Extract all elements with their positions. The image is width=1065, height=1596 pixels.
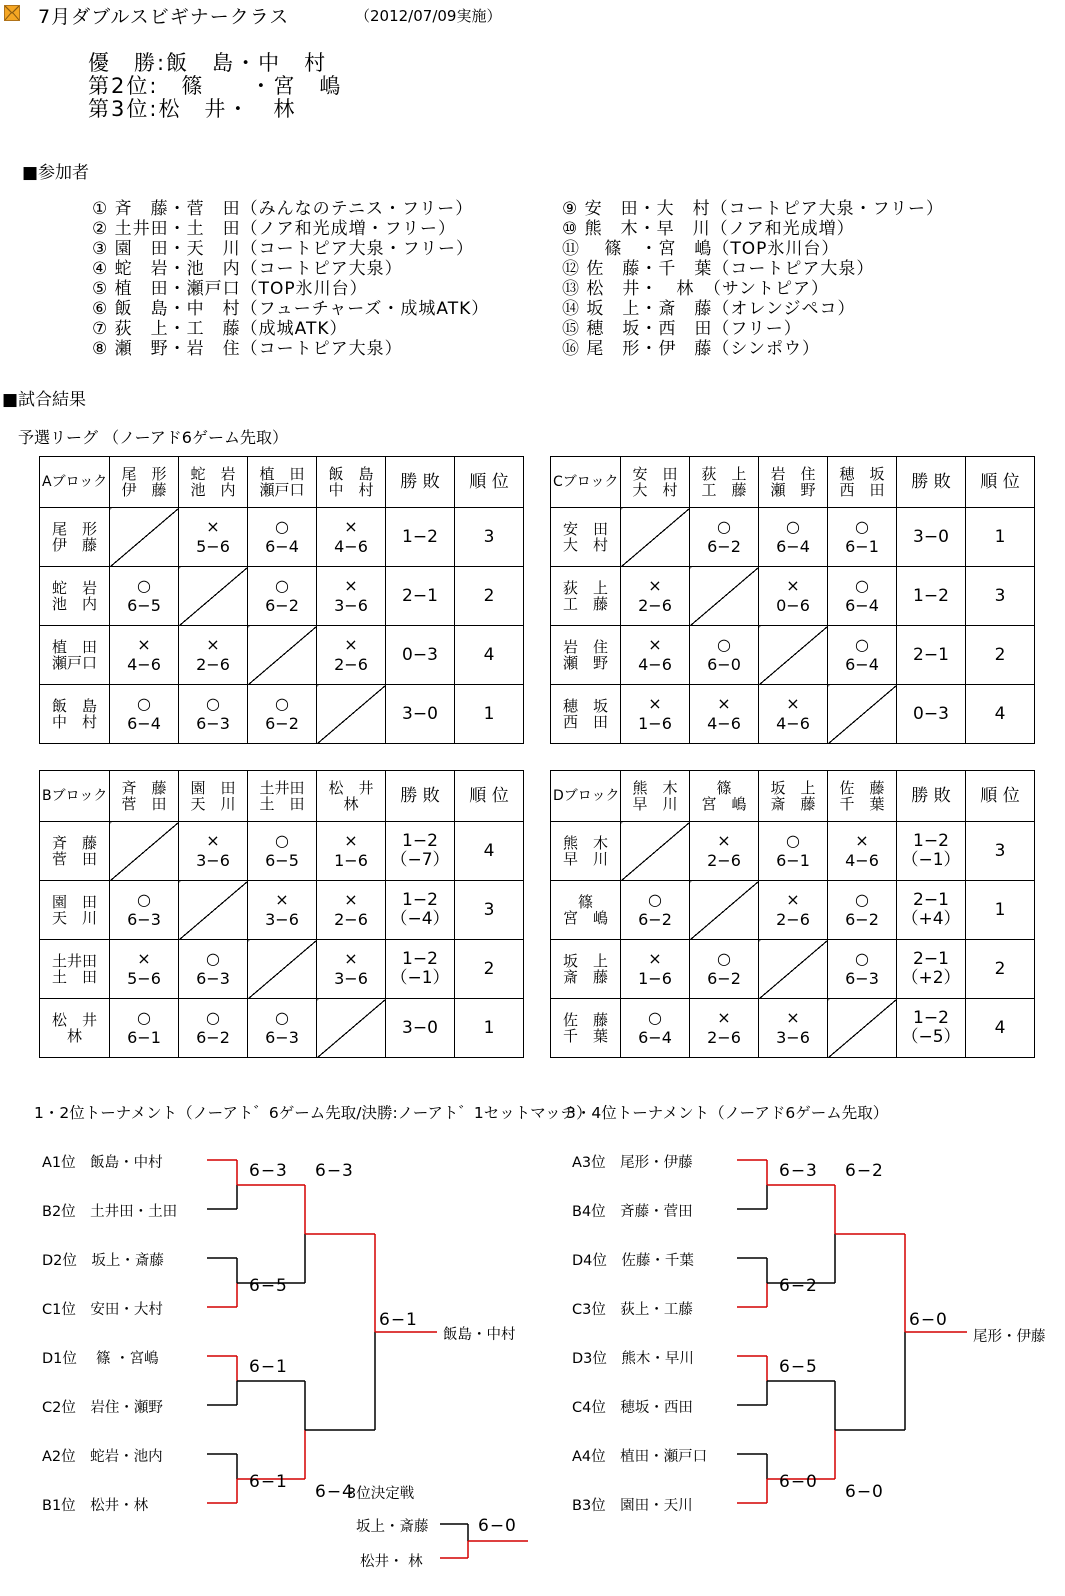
match-score: 6−2 — [638, 910, 672, 929]
match-score: 6−4 — [776, 537, 810, 556]
result-mark: × — [648, 694, 662, 713]
row-team-name: 坂 上 斎 藤 — [551, 940, 621, 999]
row-team-name: 飯 島 中 村 — [40, 685, 110, 744]
third-place-team: 坂上・斎藤 — [356, 1519, 429, 1535]
podium-rank: 第3位: — [88, 97, 159, 121]
bracket-entry: C4位 穂坂・西田 — [572, 1400, 693, 1416]
win-loss-record: 2−1 — [897, 626, 966, 685]
win-loss-record: 3−0 — [897, 508, 966, 567]
match-score: 6−4 — [845, 596, 879, 615]
match-score: 6−5 — [265, 851, 299, 870]
column-team-name: 熊 木 早 川 — [621, 771, 690, 822]
round1-score: 6−1 — [249, 1472, 288, 1492]
rank-value: 1 — [966, 881, 1035, 940]
column-team-name: 荻 上 工 藤 — [690, 457, 759, 508]
result-mark: × — [206, 635, 220, 654]
bracket-entry: B1位 松井・林 — [42, 1498, 149, 1514]
column-team-name: 安 田 大 村 — [621, 457, 690, 508]
result-mark: × — [275, 890, 289, 909]
row-team-name: 尾 形 伊 藤 — [40, 508, 110, 567]
round2-score: 6−3 — [315, 1161, 354, 1181]
column-team-name: 穂 坂 西 田 — [828, 457, 897, 508]
win-loss-record: 0−3 — [897, 685, 966, 744]
row-team-name: 穂 坂 西 田 — [551, 685, 621, 744]
row-team-name: 松 井 林 — [40, 999, 110, 1058]
result-mark: × — [344, 576, 358, 595]
block-label: Dブロック — [551, 771, 621, 822]
participant-entry: ⑧ 瀬 野・岩 住（コートピア大泉） — [92, 339, 403, 359]
rank-header: 順 位 — [455, 457, 524, 508]
result-mark: ○ — [648, 890, 662, 909]
match-score: 2−6 — [196, 655, 230, 674]
result-mark: × — [137, 635, 151, 654]
result-mark: × — [344, 635, 358, 654]
round1-score: 6−0 — [779, 1472, 818, 1492]
wins-losses-header: 勝 敗 — [386, 771, 455, 822]
result-mark: × — [786, 1008, 800, 1027]
round1-score: 6−1 — [249, 1357, 288, 1377]
result-mark: ○ — [786, 831, 800, 850]
match-score: 4−6 — [776, 714, 810, 733]
bracket-entry: D2位 坂上・斎藤 — [42, 1253, 164, 1269]
tournament-winner: 尾形・伊藤 — [973, 1329, 1046, 1345]
match-score: 6−2 — [707, 969, 741, 988]
participant-entry: ⑭ 坂 上・斎 藤（オレンジペコ） — [562, 299, 856, 319]
match-score: 0−6 — [776, 596, 810, 615]
win-loss-record: 1−2 （−5） — [897, 999, 966, 1058]
win-loss-record: 1−2 （−1） — [386, 940, 455, 999]
participant-entry: ⑫ 佐 藤・千 葉（コートピア大泉） — [562, 259, 875, 279]
result-mark: × — [717, 1008, 731, 1027]
match-score: 6−2 — [265, 596, 299, 615]
result-mark: ○ — [717, 517, 731, 536]
round2-score: 6−2 — [845, 1161, 884, 1181]
results-heading: ■試合結果 — [2, 390, 87, 410]
row-team-name: 蛇 岩 池 内 — [40, 567, 110, 626]
bracket-entry: B2位 土井田・土田 — [42, 1204, 178, 1220]
row-team-name: 荻 上 工 藤 — [551, 567, 621, 626]
bracket-entry: B4位 斉藤・菅田 — [572, 1204, 693, 1220]
podium-rank: 優 勝: — [88, 51, 167, 75]
page-title: 7月ダブルスビギナークラス — [38, 6, 290, 28]
result-mark: ○ — [855, 635, 869, 654]
result-mark: × — [137, 949, 151, 968]
column-team-name: 植 田 瀬戸口 — [248, 457, 317, 508]
tournament-34-heading: 3・4位トーナメント（ノーアド6ゲーム先取） — [566, 1104, 889, 1122]
tournament-winner: 飯島・中村 — [443, 1327, 516, 1343]
result-mark: ○ — [206, 1008, 220, 1027]
result-mark: ○ — [137, 890, 151, 909]
round2-score: 6−4 — [315, 1482, 354, 1502]
match-score: 6−4 — [845, 655, 879, 674]
podium-rank: 第2位: — [88, 74, 159, 98]
win-loss-record: 1−2 — [386, 508, 455, 567]
result-mark: ○ — [137, 576, 151, 595]
rank-value: 2 — [455, 940, 524, 999]
match-score: 2−6 — [334, 910, 368, 929]
participant-entry: ⑨ 安 田・大 村（コートピア大泉・フリー） — [562, 199, 944, 219]
win-loss-record: 1−2 — [897, 567, 966, 626]
match-score: 6−0 — [707, 655, 741, 674]
match-score: 6−2 — [707, 537, 741, 556]
result-mark: ○ — [206, 949, 220, 968]
rank-value: 1 — [455, 999, 524, 1058]
row-team-name: 熊 木 早 川 — [551, 822, 621, 881]
match-score: 1−6 — [638, 969, 672, 988]
match-score: 2−6 — [776, 910, 810, 929]
match-score: 3−6 — [334, 969, 368, 988]
bracket-entry: C2位 岩住・瀬野 — [42, 1400, 163, 1416]
participant-entry: ⑯ 尾 形・伊 藤（シンポウ） — [562, 339, 820, 359]
third-place-score: 6−0 — [478, 1516, 517, 1536]
win-loss-record: 3−0 — [386, 685, 455, 744]
match-score: 5−6 — [196, 537, 230, 556]
result-mark: ○ — [275, 1008, 289, 1027]
match-score: 1−6 — [638, 714, 672, 733]
block-label: Aブロック — [40, 457, 110, 508]
win-loss-record: 2−1 （+4） — [897, 881, 966, 940]
bracket-entry: D1位 篠 ・宮嶋 — [42, 1351, 159, 1367]
match-score: 6−3 — [845, 969, 879, 988]
participant-entry: ⑥ 飯 島・中 村（フューチャーズ・成城ATK） — [92, 299, 490, 319]
rank-value: 2 — [966, 626, 1035, 685]
win-loss-record: 3−0 — [386, 999, 455, 1058]
rank-value: 1 — [455, 685, 524, 744]
result-mark: × — [786, 890, 800, 909]
result-mark: ○ — [275, 831, 289, 850]
result-mark: ○ — [855, 576, 869, 595]
third-place-team: 松井・ 林 — [360, 1554, 423, 1570]
rank-value: 4 — [455, 822, 524, 881]
block-label: Bブロック — [40, 771, 110, 822]
match-score: 6−3 — [196, 969, 230, 988]
result-mark: × — [786, 694, 800, 713]
participant-entry: ⑪ 篠 ・宮 嶋（TOP氷川台） — [562, 239, 840, 259]
result-mark: ○ — [137, 694, 151, 713]
wins-losses-header: 勝 敗 — [897, 457, 966, 508]
column-team-name: 坂 上 斎 藤 — [759, 771, 828, 822]
match-score: 4−6 — [707, 714, 741, 733]
result-mark: × — [206, 831, 220, 850]
round1-score: 6−3 — [249, 1161, 288, 1181]
column-team-name: 園 田 天 川 — [179, 771, 248, 822]
wins-losses-header: 勝 敗 — [897, 771, 966, 822]
event-date: （2012/07/09実施） — [355, 7, 502, 25]
win-loss-record: 1−2 （−7） — [386, 822, 455, 881]
participants-heading: ■参加者 — [22, 163, 90, 183]
result-mark: ○ — [275, 576, 289, 595]
rank-header: 順 位 — [966, 771, 1035, 822]
result-mark: ○ — [275, 694, 289, 713]
rank-header: 順 位 — [455, 771, 524, 822]
match-score: 6−3 — [127, 910, 161, 929]
result-mark: ○ — [717, 949, 731, 968]
bracket-entry: A3位 尾形・伊藤 — [572, 1155, 693, 1171]
match-score: 2−6 — [638, 596, 672, 615]
result-mark: × — [717, 831, 731, 850]
result-mark: ○ — [855, 517, 869, 536]
match-score: 4−6 — [638, 655, 672, 674]
result-mark: × — [344, 517, 358, 536]
row-team-name: 斉 藤 菅 田 — [40, 822, 110, 881]
result-mark: × — [648, 576, 662, 595]
rank-header: 順 位 — [966, 457, 1035, 508]
round2-score: 6−0 — [845, 1482, 884, 1502]
rank-value: 2 — [966, 940, 1035, 999]
result-mark: ○ — [855, 890, 869, 909]
rank-value: 4 — [966, 685, 1035, 744]
match-score: 3−6 — [334, 596, 368, 615]
rank-value: 3 — [966, 822, 1035, 881]
rank-value: 3 — [966, 567, 1035, 626]
bracket-entry: C3位 荻上・工藤 — [572, 1302, 693, 1318]
rank-value: 2 — [455, 567, 524, 626]
row-team-name: 安 田 大 村 — [551, 508, 621, 567]
bracket-entry: A2位 蛇岩・池内 — [42, 1449, 163, 1465]
column-team-name: 尾 形 伊 藤 — [110, 457, 179, 508]
result-mark: ○ — [137, 1008, 151, 1027]
column-team-name: 岩 住 瀬 野 — [759, 457, 828, 508]
row-team-name: 篠 宮 嶋 — [551, 881, 621, 940]
match-score: 4−6 — [334, 537, 368, 556]
bracket-entry: A4位 植田・瀬戸口 — [572, 1449, 708, 1465]
result-mark: ○ — [717, 635, 731, 654]
block-label: Cブロック — [551, 457, 621, 508]
rank-value: 4 — [455, 626, 524, 685]
podium-pair: 篠 ・宮 嶋 — [158, 74, 343, 98]
match-score: 2−6 — [707, 851, 741, 870]
row-team-name: 土井田 土 田 — [40, 940, 110, 999]
row-team-name: 佐 藤 千 葉 — [551, 999, 621, 1058]
podium-pair: 飯 島・中 村 — [166, 51, 328, 75]
rank-value: 3 — [455, 881, 524, 940]
participant-entry: ⑦ 荻 上・工 藤（成城ATK） — [92, 319, 348, 339]
match-score: 6−3 — [196, 714, 230, 733]
match-score: 1−6 — [334, 851, 368, 870]
result-mark: × — [206, 517, 220, 536]
wins-losses-header: 勝 敗 — [386, 457, 455, 508]
match-score: 6−3 — [265, 1028, 299, 1047]
result-mark: × — [648, 949, 662, 968]
rank-value: 4 — [966, 999, 1035, 1058]
match-score: 5−6 — [127, 969, 161, 988]
match-score: 6−2 — [196, 1028, 230, 1047]
league-heading: 予選リーグ （ノーアド6ゲーム先取） — [18, 428, 288, 447]
participant-entry: ⑮ 穂 坂・西 田（フリー） — [562, 319, 802, 339]
third-place-heading: 3位決定戦 — [347, 1486, 415, 1502]
match-score: 3−6 — [776, 1028, 810, 1047]
match-score: 6−4 — [265, 537, 299, 556]
match-score: 6−1 — [127, 1028, 161, 1047]
match-score: 6−2 — [265, 714, 299, 733]
column-team-name: 土井田 土 田 — [248, 771, 317, 822]
rank-value: 3 — [455, 508, 524, 567]
win-loss-record: 2−1 （+2） — [897, 940, 966, 999]
match-score: 4−6 — [127, 655, 161, 674]
match-score: 6−4 — [638, 1028, 672, 1047]
final-score: 6−1 — [379, 1310, 418, 1330]
match-score: 2−6 — [707, 1028, 741, 1047]
final-score: 6−0 — [909, 1310, 948, 1330]
result-mark: × — [344, 890, 358, 909]
match-score: 4−6 — [845, 851, 879, 870]
participant-entry: ⑬ 松 井・ 林 （サントピア） — [562, 279, 830, 299]
column-team-name: 佐 藤 千 葉 — [828, 771, 897, 822]
match-score: 3−6 — [196, 851, 230, 870]
tournament-12-heading: 1・2位トーナメント（ノーアト゛6ゲーム先取/決勝:ノーアト゛1セットマッチ） — [34, 1104, 592, 1122]
result-mark: ○ — [786, 517, 800, 536]
result-mark: ○ — [648, 1008, 662, 1027]
match-score: 6−5 — [127, 596, 161, 615]
result-mark: × — [344, 831, 358, 850]
result-mark: ○ — [275, 517, 289, 536]
participant-entry: ⑤ 植 田・瀬戸口（TOP氷川台） — [92, 279, 368, 299]
column-team-name: 飯 島 中 村 — [317, 457, 386, 508]
column-team-name: 篠 宮 嶋 — [690, 771, 759, 822]
match-score: 6−4 — [127, 714, 161, 733]
participant-entry: ④ 蛇 岩・池 内（コートピア大泉） — [92, 259, 403, 279]
bracket-entry: D3位 熊木・早川 — [572, 1351, 694, 1367]
bracket-entry: D4位 佐藤・千葉 — [572, 1253, 694, 1269]
column-team-name: 松 井 林 — [317, 771, 386, 822]
row-team-name: 園 田 天 川 — [40, 881, 110, 940]
bracket-entry: A1位 飯島・中村 — [42, 1155, 163, 1171]
result-mark: × — [855, 831, 869, 850]
result-mark: × — [344, 949, 358, 968]
win-loss-record: 2−1 — [386, 567, 455, 626]
participant-entry: ⑩ 熊 木・早 川（ノア和光成増） — [562, 219, 855, 239]
round1-score: 6−5 — [249, 1276, 288, 1296]
participant-entry: ③ 園 田・天 川（コートピア大泉・フリー） — [92, 239, 474, 259]
column-team-name: 斉 藤 菅 田 — [110, 771, 179, 822]
result-mark: × — [648, 635, 662, 654]
match-score: 6−1 — [845, 537, 879, 556]
match-score: 3−6 — [265, 910, 299, 929]
bracket-entry: C1位 安田・大村 — [42, 1302, 163, 1318]
rank-value: 1 — [966, 508, 1035, 567]
result-mark: ○ — [855, 949, 869, 968]
match-score: 6−1 — [776, 851, 810, 870]
round1-score: 6−2 — [779, 1276, 818, 1296]
participant-entry: ① 斉 藤・菅 田（みんなのテニス・フリー） — [92, 199, 474, 219]
row-team-name: 植 田 瀬戸口 — [40, 626, 110, 685]
match-score: 6−2 — [845, 910, 879, 929]
podium-pair: 松 井・ 林 — [158, 97, 297, 121]
match-score: 2−6 — [334, 655, 368, 674]
result-mark: ○ — [206, 694, 220, 713]
win-loss-record: 1−2 （−4） — [386, 881, 455, 940]
result-mark: × — [717, 694, 731, 713]
win-loss-record: 0−3 — [386, 626, 455, 685]
participant-entry: ② 土井田・土 田（ノア和光成増・フリー） — [92, 219, 456, 239]
column-team-name: 蛇 岩 池 内 — [179, 457, 248, 508]
win-loss-record: 1−2 （−1） — [897, 822, 966, 881]
round1-score: 6−3 — [779, 1161, 818, 1181]
row-team-name: 岩 住 瀬 野 — [551, 626, 621, 685]
result-mark: × — [786, 576, 800, 595]
round1-score: 6−5 — [779, 1357, 818, 1377]
bracket-entry: B3位 園田・天川 — [572, 1498, 693, 1514]
